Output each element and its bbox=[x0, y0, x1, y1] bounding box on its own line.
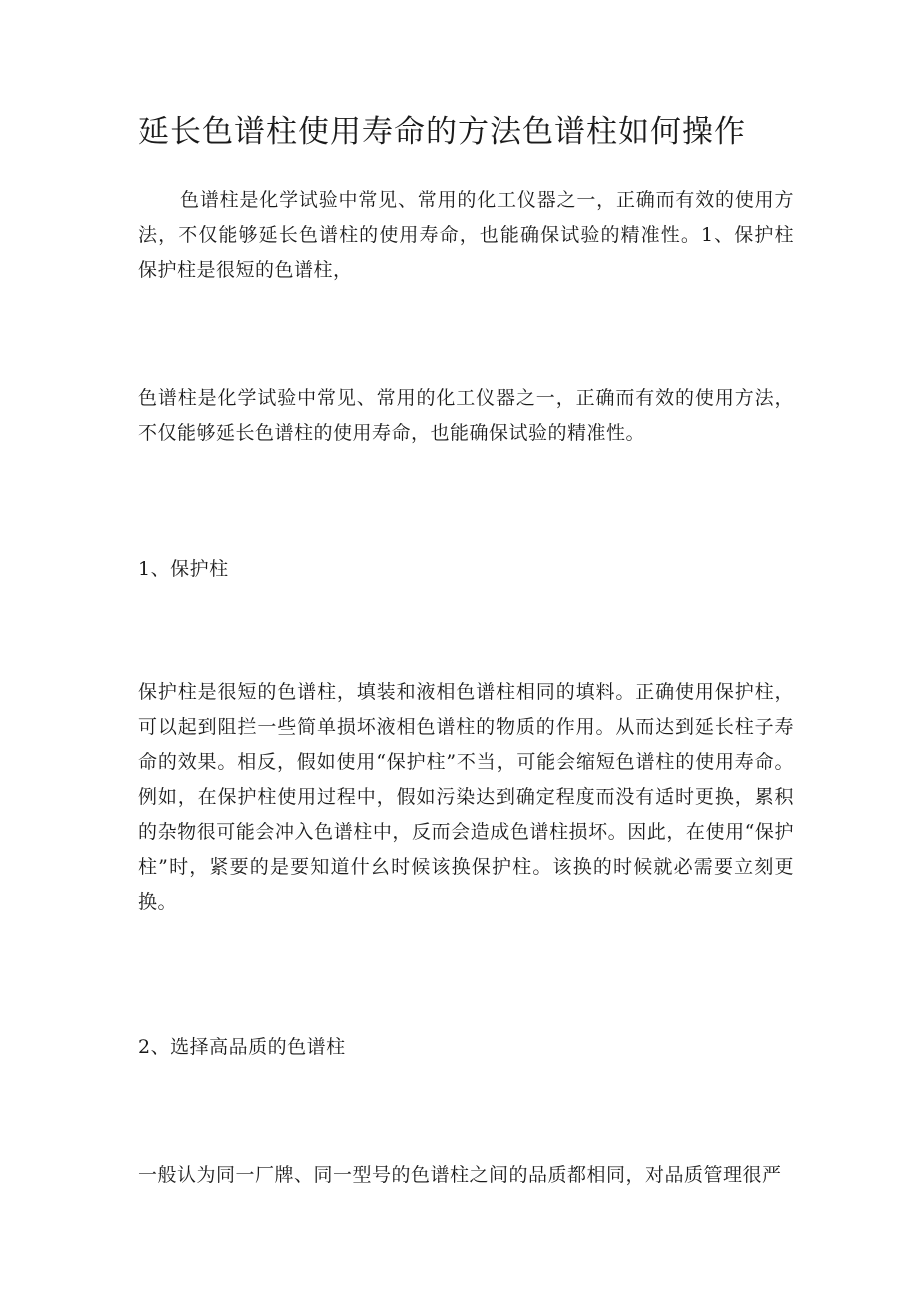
body-paragraph-overview: 色谱柱是化学试验中常见、常用的化工仪器之一，正确而有效的使用方法，不仅能够延长色谱柱的使用寿命，也能确保试验的精准性。 bbox=[138, 387, 794, 444]
body-paragraph-quality: 一般认为同一厂牌、同一型号的色谱柱之间的品质都相同，对品质管理很严 bbox=[138, 1164, 782, 1186]
page-title: 延长色谱柱使用寿命的方法色谱柱如何操作 bbox=[138, 114, 746, 150]
body-paragraph-guard-column: 保护柱是很短的色谱柱，填装和液相色谱柱相同的填料。正确使用保护柱，可以起到阻拦一些简单损坏液相色谱柱的物质的作用。从而达到延长柱子寿命的效果。相反，假如使用“保护柱”不当，可能会缩短色谱柱的使用寿命。例如，在保护柱使用过程中，假如污染达到确定程度而没有适时更换，累积的杂物很可能会冲入色谱柱中，反而会造成色谱柱损坏。因此，在使用“保护柱”时，紧要的是要知道什幺时候该换保护柱。该换的时候就必需要立刻更换。 bbox=[138, 681, 794, 913]
section-heading-high-quality-column: 2、选择高品质的色谱柱 bbox=[138, 1036, 346, 1058]
section-heading-guard-column: 1、保护柱 bbox=[138, 558, 229, 580]
intro-paragraph: 色谱柱是化学试验中常见、常用的化工仪器之一，正确而有效的使用方法，不仅能够延长色谱柱的使用寿命，也能确保试验的精准性。1、保护柱保护柱是很短的色谱柱， bbox=[138, 189, 794, 281]
